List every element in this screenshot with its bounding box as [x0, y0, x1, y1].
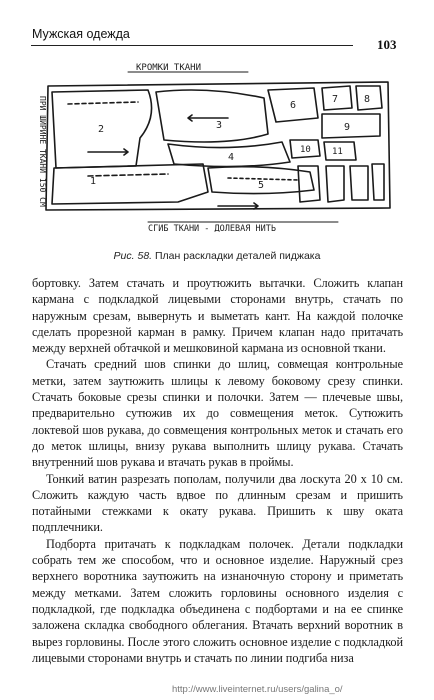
piece-number-5: 5: [258, 180, 265, 191]
figure-label: Рис. 58.: [113, 250, 153, 262]
paragraph-3: Тонкий ватин разрезать пополам, получили два лоскута 20 х 10 см. Сложить каждую часть вдвое по длинным срезам и пришить потайными стежками к окату рукава. Пришить к шву оката подплечники.: [32, 471, 403, 535]
figure-caption-text: План раскладки деталей пиджака: [155, 250, 321, 262]
watermark-url: http://www.liveinternet.ru/users/galina_o/: [172, 684, 343, 695]
header-rule: [31, 45, 353, 46]
piece-number-7: 7: [332, 94, 339, 105]
piece-strip-4: [372, 164, 384, 200]
layout-diagram: [28, 56, 404, 232]
piece-number-3: 3: [216, 120, 223, 131]
piece-strip-3: [350, 166, 368, 200]
section-title: Мужская одежда: [32, 27, 130, 41]
page-number: 103: [377, 37, 397, 52]
piece-number-6: 6: [290, 100, 297, 111]
paragraph-2: Стачать средний шов спинки до шлиц, совмещая контрольные метки, затем заутюжить шлицы к левому боковому срезу спинки. Стачать боковые срезы спинки и полочки. Затем — плечевые швы, предварительно сутюжив их до совмещения меток. Сутюжить локтевой шов рукава, до совмещения контрольных меток и стачать его до меток шлицы, внизу рукава выполнить шлицу рукава. Стачать внутренний шов рукава и втачать рукав в проймы.: [32, 357, 403, 470]
side-label: ПРИ ШИРИНЕ ТКАНИ 150 СМ: [38, 96, 47, 207]
piece-number-11: 11: [332, 147, 343, 157]
piece-number-1: 1: [90, 176, 97, 187]
piece-sleeve-upper: [156, 90, 268, 142]
piece-front: [52, 164, 208, 204]
piece-number-2: 2: [98, 124, 105, 135]
piece-small-3: [322, 114, 380, 138]
piece-number-4: 4: [228, 152, 235, 163]
figure-caption: [0, 250, 434, 262]
top-label: КРОМКИ ТКАНИ: [136, 63, 202, 73]
body-text: [32, 275, 403, 666]
piece-strip-2: [326, 166, 344, 202]
piece-number-10: 10: [300, 145, 311, 155]
bottom-label: СГИБ ТКАНИ - ДОЛЕВАЯ НИТЬ: [148, 224, 276, 232]
piece-number-8: 8: [364, 94, 371, 105]
piece-number-9: 9: [344, 122, 351, 133]
paragraph-4: Подборта притачать к подкладкам полочек. Детали подкладки собрать тем же способом, что и основное изделие. Наружный срез верхнего воротника заутюжить на изнаночную сторону и приметать между метками. Затем сложить горловины основного изделия с подкладкой, где подкладка объединена с подбортами и на ее спинке заложена складка свободного облегания. Втачать верхний воротник в вырез горловины. После этого сложить основное изделие с подкладкой лицевыми сторонами внутрь и стачать по линии подгиба низа: [32, 536, 403, 665]
paragraph-1: бортовку. Затем стачать и проутюжить вытачки. Сложить клапан кармана с подкладкой лицевыми сторонами внутрь, стачать по наружным срезам, вывернуть и выметать кант. На каждой полочке сделать прорезной карман в рамку. Причем клапан надо притачать между верхней обтачкой и мешковиной кармана из основной ткани.: [32, 276, 403, 356]
